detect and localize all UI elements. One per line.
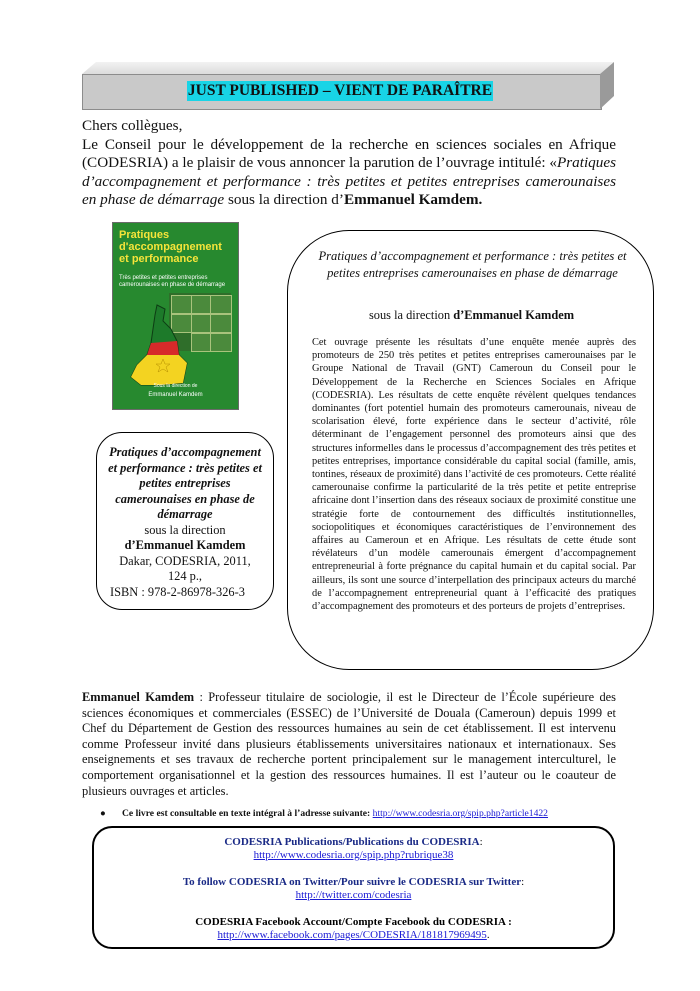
- book-card-editor: d’Emmanuel Kamdem: [124, 538, 246, 552]
- book-card-title: Pratiques d’accompagnement et performance : très petites et petites entreprises camerounaises en phase de démarrage: [108, 445, 262, 521]
- book-cover-image: [112, 222, 239, 410]
- bio-name: Emmanuel Kamdem: [82, 690, 195, 704]
- banner-title: JUST PUBLISHED – VIENT DE PARAÎTRE: [187, 82, 493, 99]
- bullet-text: Ce livre est consultable en texte intégral à l’adresse suivante:: [122, 808, 373, 819]
- intro-text-before: Le Conseil pour le développement de la recherche en sciences sociales en Afrique (CODESRIA) a le plaisir de vous annoncer la parution de l’ouvrage intitulé: «: [82, 135, 616, 171]
- announcement-banner: [82, 62, 614, 112]
- summary-box: [287, 230, 654, 670]
- facebook-period: .: [486, 929, 490, 942]
- publications-group: [94, 836, 613, 862]
- cover-editor: Emmanuel Kamdem: [148, 392, 203, 398]
- publications-link[interactable]: http://www.codesria.org/spip.php?rubrique38: [253, 849, 454, 862]
- twitter-heading: To follow CODESRIA on Twitter/Pour suivre le CODESRIA sur Twitter: [182, 876, 522, 888]
- publications-colon: :: [479, 836, 483, 848]
- full-text-link[interactable]: http://www.codesria.org/spip.php?article1422: [372, 808, 548, 819]
- author-bio: [82, 690, 616, 799]
- bio-text: : Professeur titulaire de sociologie, il est le Directeur de l’École supérieure des sciences économiques et commerciales (ESSEC) de l’Université de Douala (Cameroun) depuis 1999 et Chef du Département de Gestion des ressources humaines au sein de cet établissement. Il est intervenu comme Professeur invité dans plusieurs établissements universitaires nationaux et internationaux. Ses enseignements et ses travaux de recherche portent principalement sur le management interculturel, le comportement organisationnel et la gestion des ressources humaines. Il est l’auteur ou le coauteur de plusieurs ouvrages et articles.: [82, 690, 616, 798]
- book-card-isbn: ISBN : 978-2-86978-326-3: [110, 584, 245, 599]
- publications-heading: CODESRIA Publications/Publications du CODESRIA: [224, 836, 480, 848]
- bullet-icon: ●: [100, 808, 106, 819]
- cover-subtitle: Très petites et petites entreprises camerounaises en phase de démarrage: [119, 275, 226, 288]
- intro-text: [82, 136, 616, 210]
- greeting: Chers collègues,: [82, 117, 183, 134]
- summary-title: Pratiques d’accompagnement et performance : très petites et petites entreprises camerounaises en phase de démarrage: [318, 249, 627, 280]
- codesria-links-box: [92, 826, 615, 949]
- cameroon-map-icon: [127, 303, 191, 387]
- cover-editor-label: Sous la direction de: [153, 383, 198, 389]
- book-reference-card: [96, 432, 274, 610]
- facebook-heading: CODESRIA Facebook Account/Compte Facebook du CODESRIA :: [195, 916, 512, 928]
- twitter-colon: :: [521, 876, 525, 888]
- intro-text-after: sous la direction d’: [224, 191, 344, 208]
- facebook-group: [94, 916, 613, 942]
- book-card-pages: 124 p.,: [167, 569, 203, 583]
- full-text-bullet: [100, 808, 548, 819]
- summary-editor-name: d’Emmanuel Kamdem: [453, 308, 575, 322]
- cover-title: Pratiques d'accompagnement et performance: [119, 229, 222, 265]
- twitter-group: [94, 876, 613, 902]
- book-card-publisher: Dakar, CODESRIA, 2011,: [119, 553, 251, 568]
- twitter-link[interactable]: http://twitter.com/codesria: [295, 889, 412, 902]
- summary-editor-line: [288, 308, 655, 323]
- summary-editor-prefix: sous la direction: [368, 308, 454, 322]
- cover-photo: [210, 295, 232, 314]
- banner-bevel-top: [82, 62, 614, 74]
- facebook-link[interactable]: http://www.facebook.com/pages/CODESRIA/181817969495: [217, 929, 487, 942]
- summary-body: Cet ouvrage présente les résultats d’une enquête menée auprès des promoteurs de 250 très petites et petites entreprises camerounaises par le Groupe National de Travail (GNT) Cameroun du Conseil pour le Développement de la Recherche en Sciences Sociales en Afrique (CODESRIA). Les résultats de cette enquête révèlent quelques tendances dominantes (fort potentiel humain des promoteurs camerounais, niveau de scolarisation élevé, forte expérience dans le secteur d’activité, rôle déterminant de l’engagement personnel des promoteurs ainsi que des structures informelles dans le processus d’accompagnement des très petites et petites entreprises, importance considérable du capital social (famille, amis, tontines, réseaux de proximité) dans l’activité de ces promoteurs. Cette réalité camerounaise confirme la particularité de la très petite et petite entreprise africaine dont l’insertion dans des réseaux sociaux de proximité constitue une stratégie forte de contournement des difficultés institutionnelles, sociopolitiques et économiques caractéristiques de l’environnement des affaires au Cameroun et en Afrique. Les résultats de cette étude sont révélateurs d’un modèle camerounais émergent d’accompagnement entrepreneurial à forte prégnance du capital humain et du capital social. Par ailleurs, ils sont une source d’interpellation des principaux acteurs du marché de l’accompagnement entrepreneurial quant à l’efficacité des pratiques d’accompagnement des promoteurs et des porteurs de projets d’entreprises.: [312, 337, 636, 613]
- intro-editor-name: Emmanuel Kamdem.: [343, 191, 483, 208]
- cover-photo: [210, 314, 232, 333]
- book-card-direction-label: sous la direction: [144, 522, 226, 537]
- cover-photo: [210, 333, 232, 352]
- intro-book-title: Pratiques d’accompagnement et performance : très petites et petites entreprises camerounaises en phase de démarrage: [82, 154, 616, 208]
- intro-paragraph: [82, 117, 616, 210]
